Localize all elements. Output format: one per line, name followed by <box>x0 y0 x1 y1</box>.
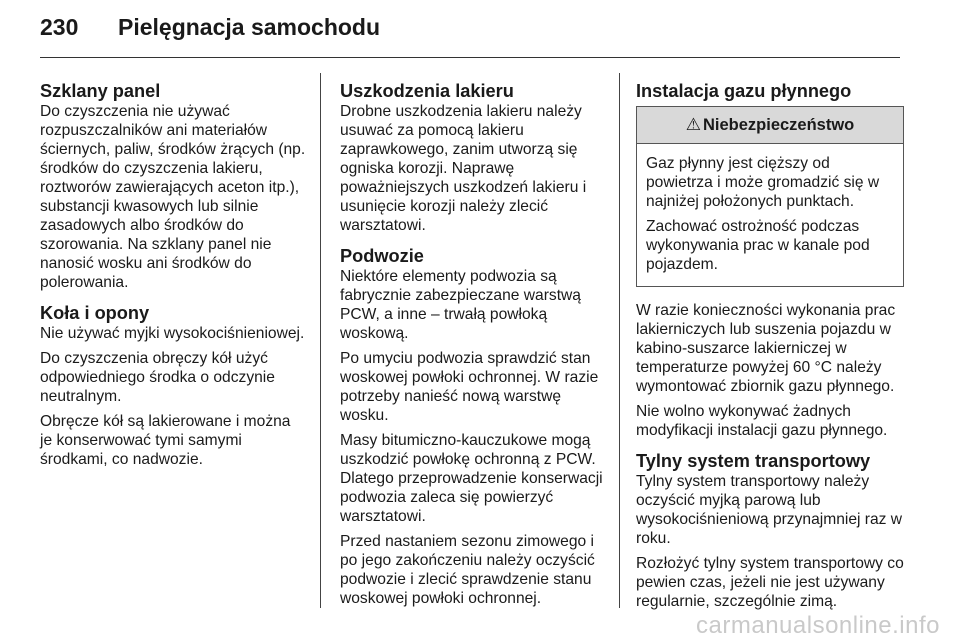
warning-body <box>637 144 903 286</box>
paragraph: Do czyszczenia obręczy kół użyć odpowiedniego środka o odczynie neutralnym. <box>40 350 275 405</box>
section-heading: Uszkodzenia lakieru <box>340 81 514 101</box>
paragraph: Nie wolno wykonywać żadnych modyfikacji instalacji gazu płynnego. <box>636 403 888 439</box>
column-divider-2 <box>619 73 620 608</box>
warning-header <box>637 107 903 144</box>
warning-title: Niebezpieczeństwo <box>702 116 855 134</box>
paragraph: Do czyszczenia nie używać rozpuszczalników ani materiałów ściernych, paliw, środków żrących (np. środków do czyszczenia lakieru, roztworów zawierających aceton itp.), substancji kwasowych lub silnie zasadowych albo środków do szorowania. Na szklany panel nie nanosić wosku ani środków do polerowania. <box>40 103 306 291</box>
warning-paragraph: Zachować ostrożność podczas wykonywania prac w kanale pod pojazdem. <box>646 218 870 273</box>
warning-triangle-icon: ⚠ <box>685 115 701 134</box>
section-heading: Szklany panel <box>40 81 161 101</box>
paragraph: Po umyciu podwozia sprawdzić stan woskowej powłoki ochronnej. W razie potrzeby nanieść nową warstwę wosku. <box>340 350 599 424</box>
section-heading: Tylny system transportowy <box>636 451 871 471</box>
section-heading: Instalacja gazu płynnego <box>636 81 852 101</box>
section-heading: Koła i opony <box>40 303 150 323</box>
page-number: 230 <box>40 14 79 40</box>
paragraph: W razie konieczności wykonania prac lakierniczych lub suszenia pojazdu w kabino-suszarce lakierniczej w temperaturze powyżej 60 °C należy wymontować zbiornik gazu płynnego. <box>636 302 896 395</box>
column-divider-1 <box>320 73 321 608</box>
section-heading: Podwozie <box>340 246 424 266</box>
paragraph: Niektóre elementy podwozia są fabrycznie zabezpieczane warstwą PCW, a inne – trwałą powłoką woskową. <box>340 268 581 342</box>
column-1 <box>40 70 306 475</box>
page-title: Pielęgnacja samochodu <box>118 14 381 40</box>
column-3 <box>636 70 904 617</box>
paragraph: Obręcze kół są lakierowane i można je konserwować tymi samymi środkami, co nadwozie. <box>40 413 291 468</box>
warning-paragraph: Gaz płynny jest cięższy od powietrza i może gromadzić się w najniżej położonych punktach. <box>646 155 880 210</box>
paragraph: Przed nastaniem sezonu zimowego i po jego zakończeniu należy oczyścić podwozie i zlecić sprawdzenie stanu woskowej powłoki ochronnej. <box>340 533 595 607</box>
watermark: carmanualsonline.info <box>696 612 940 639</box>
page-header <box>40 14 380 48</box>
paragraph: Masy bitumiczno-kauczukowe mogą uszkodzić powłokę ochronną z PCW. Dlatego przeprowadzenie konserwacji podwozia zaleca się powierzyć warsztatowi. <box>340 432 603 525</box>
column-2 <box>340 70 606 614</box>
danger-warning-box <box>636 106 904 287</box>
paragraph: Nie używać myjki wysokociśnieniowej. <box>40 325 305 342</box>
paragraph: Drobne uszkodzenia lakieru należy usuwać za pomocą lakieru zaprawkowego, zanim utworzą się ogniska korozji. Naprawę poważniejszych uszkodzeń lakieru i usunięcie korozji należy zlecić warsztatowi. <box>340 103 587 234</box>
paragraph: Rozłożyć tylny system transportowy co pewien czas, jeżeli nie jest używany regularnie, szczególnie zimą. <box>636 555 904 610</box>
paragraph: Tylny system transportowy należy oczyścić myjką parową lub wysokociśnieniową przynajmniej raz w roku. <box>636 473 903 547</box>
header-rule <box>40 57 900 58</box>
